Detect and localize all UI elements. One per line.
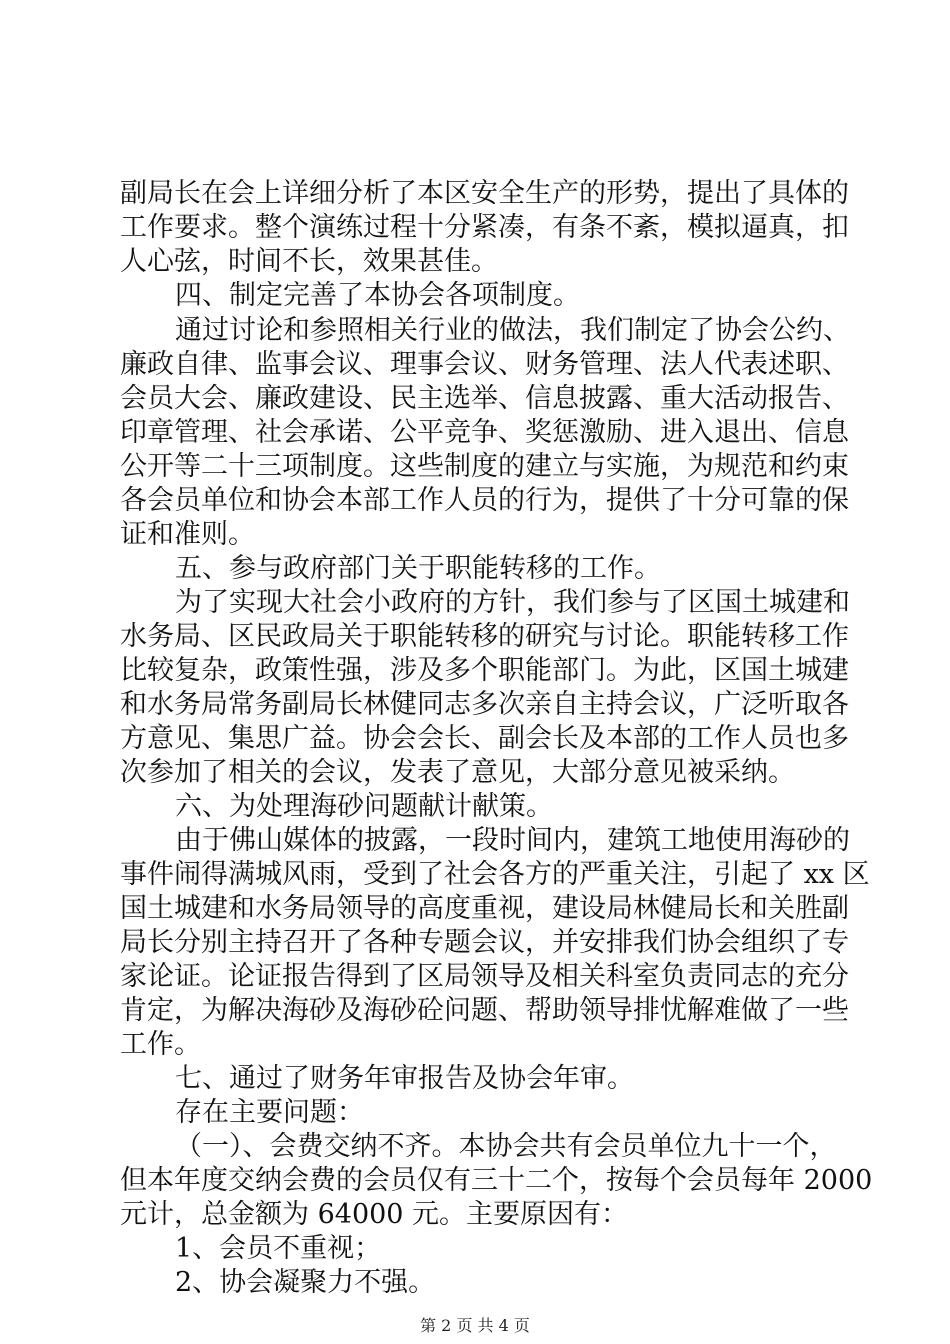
paragraph-first-line: 通过讨论和参照相关行业的做法，我们制定了协会公约、 (175, 315, 850, 346)
text-line: 副局长在会上详细分析了本区安全生产的形势，提出了具体的 (120, 178, 849, 209)
section-heading: 六、为处理海砂问题献计献策。 (175, 791, 553, 822)
section-heading: 五、参与政府部门关于职能转移的工作。 (175, 553, 661, 584)
text-line: 水务局、区民政局关于职能转移的研究与讨论。职能转移工作 (120, 621, 849, 652)
text-line: 肯定，为解决海砂及海砂砼问题、帮助领导排忧解难做了一些 (120, 995, 849, 1026)
section-heading: 四、制定完善了本协会各项制度。 (175, 280, 580, 311)
paragraph-first-line: 为了实现大社会小政府的方针，我们参与了区国土城建和 (175, 587, 850, 618)
text-line: 元计，总金额为 64000 元。主要原因有： (120, 1199, 629, 1230)
text-line: 印章管理、社会承诺、公平竞争、奖惩激励、进入退出、信息 (120, 417, 849, 448)
section-heading: 七、通过了财务年审报告及协会年审。 (175, 1063, 634, 1094)
text-line: 比较复杂，政策性强，涉及多个职能部门。为此，区国土城建 (120, 655, 849, 686)
text-line: 人心弦，时间不长，效果甚佳。 (120, 246, 498, 277)
list-item: 2、协会凝聚力不强。 (175, 1267, 436, 1298)
text-line: 方意见、集思广益。协会会长、副会长及本部的工作人员也多 (120, 723, 849, 754)
page-footer: 第 2 页 共 4 页 (420, 1316, 530, 1335)
list-item: 1、会员不重视； (175, 1233, 382, 1264)
text-line: 和水务局常务副局长林健同志多次亲自主持会议，广泛听取各 (120, 689, 849, 720)
text-line: 国土城建和水务局领导的高度重视，建设局林健局长和关胜副 (120, 893, 849, 924)
text-line: 证和准则。 (120, 519, 255, 550)
paragraph-first-line: （一）、会费交纳不齐。本协会共有会员单位九十一个， (175, 1131, 837, 1162)
text-line: 各会员单位和协会本部工作人员的行为，提供了十分可靠的保 (120, 485, 849, 516)
paragraph-first-line: 由于佛山媒体的披露，一段时间内，建筑工地使用海砂的 (175, 825, 850, 856)
text-line: 局长分别主持召开了各种专题会议，并安排我们协会组织了专 (120, 927, 849, 958)
text-line: 工作。 (120, 1029, 201, 1060)
text-line: 但本年度交纳会费的会员仅有三十二个，按每个会员每年 2000 (120, 1165, 873, 1196)
text-line: 次参加了相关的会议，发表了意见，大部分意见被采纳。 (120, 757, 795, 788)
subheading: 存在主要问题： (175, 1097, 364, 1128)
text-line: 公开等二十三项制度。这些制度的建立与实施，为规范和约束 (120, 451, 849, 482)
text-line: 会员大会、廉政建设、民主选举、信息披露、重大活动报告、 (120, 383, 849, 414)
text-line: 家论证。论证报告得到了区局领导及相关科室负责同志的充分 (120, 961, 849, 992)
text-line: 事件闹得满城风雨，受到了社会各方的严重关注，引起了 xx 区 (120, 859, 870, 890)
text-line: 工作要求。整个演练过程十分紧凑，有条不紊，模拟逼真，扣 (120, 212, 849, 243)
text-line: 廉政自律、监事会议、理事会议、财务管理、法人代表述职、 (120, 349, 849, 380)
